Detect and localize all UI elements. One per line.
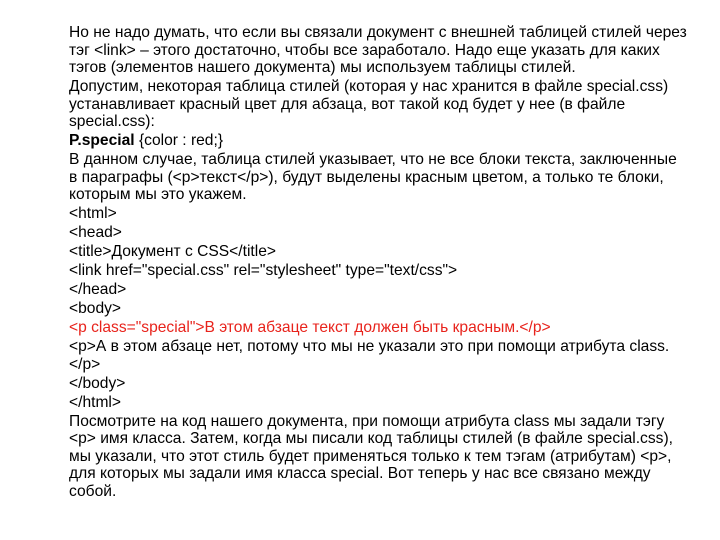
code-line-body-close: </body> [69, 374, 126, 392]
explanation-paragraph: В данном случае, таблица стилей указывает, что не все блоки текста, заключенные в параграфы (<p>текст</p>), будут выделены красным цветом, а только те блоки, которым мы это укажем. [69, 151, 677, 203]
code-line-link: <link href="special.css" rel="stylesheet" type="text/css"> [69, 262, 458, 279]
code-line-head-close: </head> [69, 281, 127, 298]
css-rule-line [69, 132, 689, 150]
conclusion-paragraph: Посмотрите на код нашего документа, при помощи атрибута class мы задали тэгу <p> имя класса. Затем, когда мы писали код таблицы стилей (в файле special.css), мы указали, что этот стиль будет применяться только к тем тэгам (атрибутам) <p>, для которых мы задали имя класса special. Вот теперь у нас все связано между собой. [69, 412, 673, 500]
code-line-html-open: <html> [69, 205, 117, 222]
code-line-special-paragraph: <p class="special">В этом абзаце текст должен быть красным.</p> [69, 319, 551, 336]
example-paragraph: Допустим, некоторая таблица стилей (которая у нас хранится в файле special.css) устанавливает красный цвет для абзаца, вот такой код будет у нее (в файле special.css): [69, 78, 669, 130]
code-line-head-open: <head> [69, 224, 122, 241]
code-line-plain-paragraph: <p>А в этом абзаце нет, потому что мы не указали это при помощи атрибута class.</p> [69, 338, 670, 373]
code-line-title: <title>Документ с CSS</title> [69, 243, 276, 260]
code-line-html-close: </html> [69, 393, 122, 411]
slide-text-body [69, 24, 689, 502]
css-selector: P.special [69, 132, 135, 149]
intro-paragraph: Но не надо думать, что если вы связали документ с внешней таблицей стилей через тэг <link> – этого достаточно, чтобы все заработало. Надо еще указать для каких тэгов (элементов нашего документа) мы используем таблицы стилей. [69, 24, 687, 76]
code-line-body-open: <body> [69, 300, 122, 317]
css-declaration: {color : red;} [134, 132, 224, 149]
